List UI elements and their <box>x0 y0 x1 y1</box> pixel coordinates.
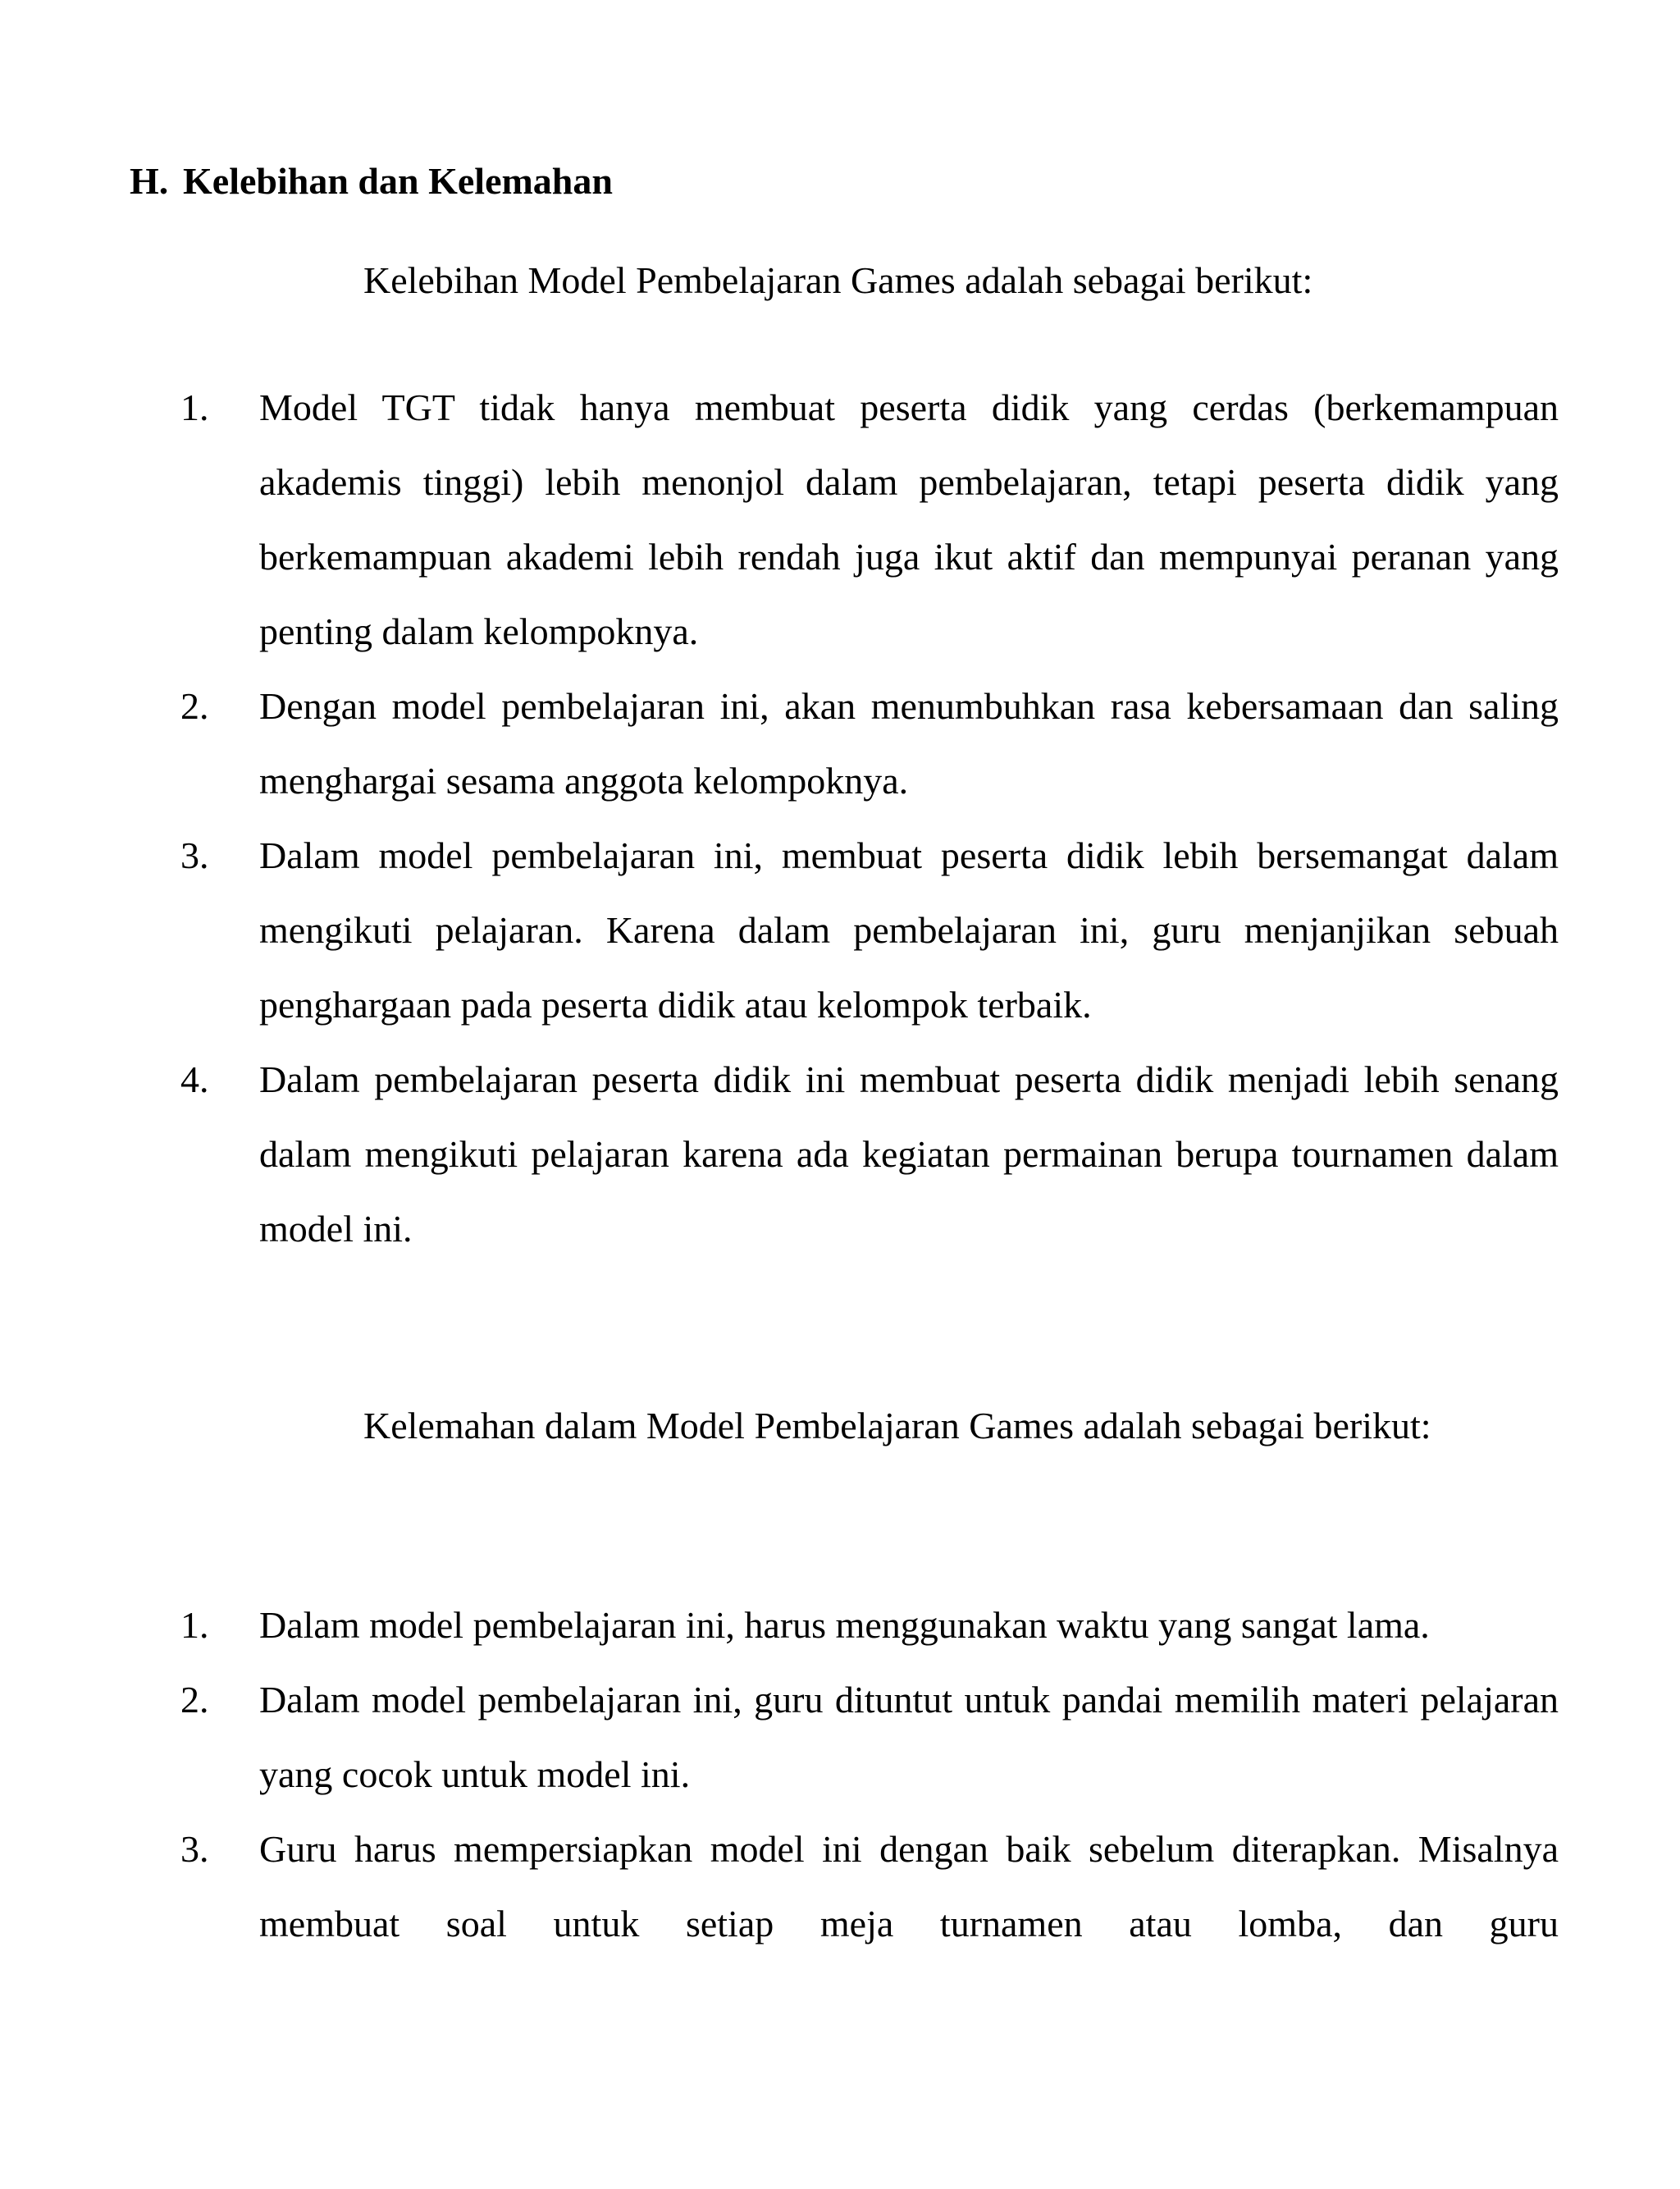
list-item-text: Dalam model pembelajaran ini, membuat peserta didik lebih bersemangat dalam mengikuti pelajaran. Karena dalam pembelajaran ini, guru menjanjikan sebuah penghargaan pada peserta didik atau kelompok terbaik. <box>259 834 1559 1026</box>
list-item <box>0 1588 1680 1662</box>
list-item-text: Model TGT tidak hanya membuat peserta didik yang cerdas (berkemampuan akademis tinggi) lebih menonjol dalam pembelajaran, tetapi peserta didik yang berkemampuan akademi lebih rendah juga ikut aktif dan mempunyai peranan yang penting dalam kelompoknya. <box>259 386 1559 652</box>
advantages-intro: Kelebihan Model Pembelajaran Games adalah sebagai berikut: <box>363 259 1313 301</box>
advantages-list <box>0 370 1680 1266</box>
list-item <box>0 1812 1680 1961</box>
list-item <box>0 1042 1680 1266</box>
list-item <box>0 370 1680 669</box>
list-item-text: Guru harus mempersiapkan model ini dengan baik sebelum diterapkan. Misalnya membuat soal untuk setiap meja turnamen atau lomba, dan guru <box>259 1828 1559 1945</box>
weaknesses-intro: Kelemahan dalam Model Pembelajaran Games adalah sebagai berikut: <box>363 1405 1431 1446</box>
weaknesses-list <box>0 1588 1680 1961</box>
list-item <box>0 669 1680 818</box>
list-item-number: 1. <box>180 386 209 428</box>
list-item-number: 3. <box>180 1828 209 1870</box>
list-item-number: 2. <box>180 1679 209 1721</box>
list-item <box>0 1662 1680 1812</box>
list-item-text: Dalam model pembelajaran ini, guru dituntut untuk pandai memilih materi pelajaran yang cocok untuk model ini. <box>259 1679 1559 1795</box>
list-item-number: 1. <box>180 1604 209 1646</box>
section-heading <box>130 156 613 207</box>
list-item-text: Dalam model pembelajaran ini, harus menggunakan waktu yang sangat lama. <box>259 1604 1430 1646</box>
section-letter: H. <box>130 160 169 202</box>
list-item-text: Dalam pembelajaran peserta didik ini membuat peserta didik menjadi lebih senang dalam mengikuti pelajaran karena ada kegiatan permainan berupa tournamen dalam model ini. <box>259 1058 1559 1250</box>
list-item-number: 2. <box>180 685 209 727</box>
section-title: Kelebihan dan Kelemahan <box>183 160 613 202</box>
list-item-number: 4. <box>180 1058 209 1100</box>
list-item <box>0 818 1680 1042</box>
list-item-text: Dengan model pembelajaran ini, akan menumbuhkan rasa kebersamaan dan saling menghargai sesama anggota kelompoknya. <box>259 685 1559 802</box>
list-item-number: 3. <box>180 834 209 876</box>
